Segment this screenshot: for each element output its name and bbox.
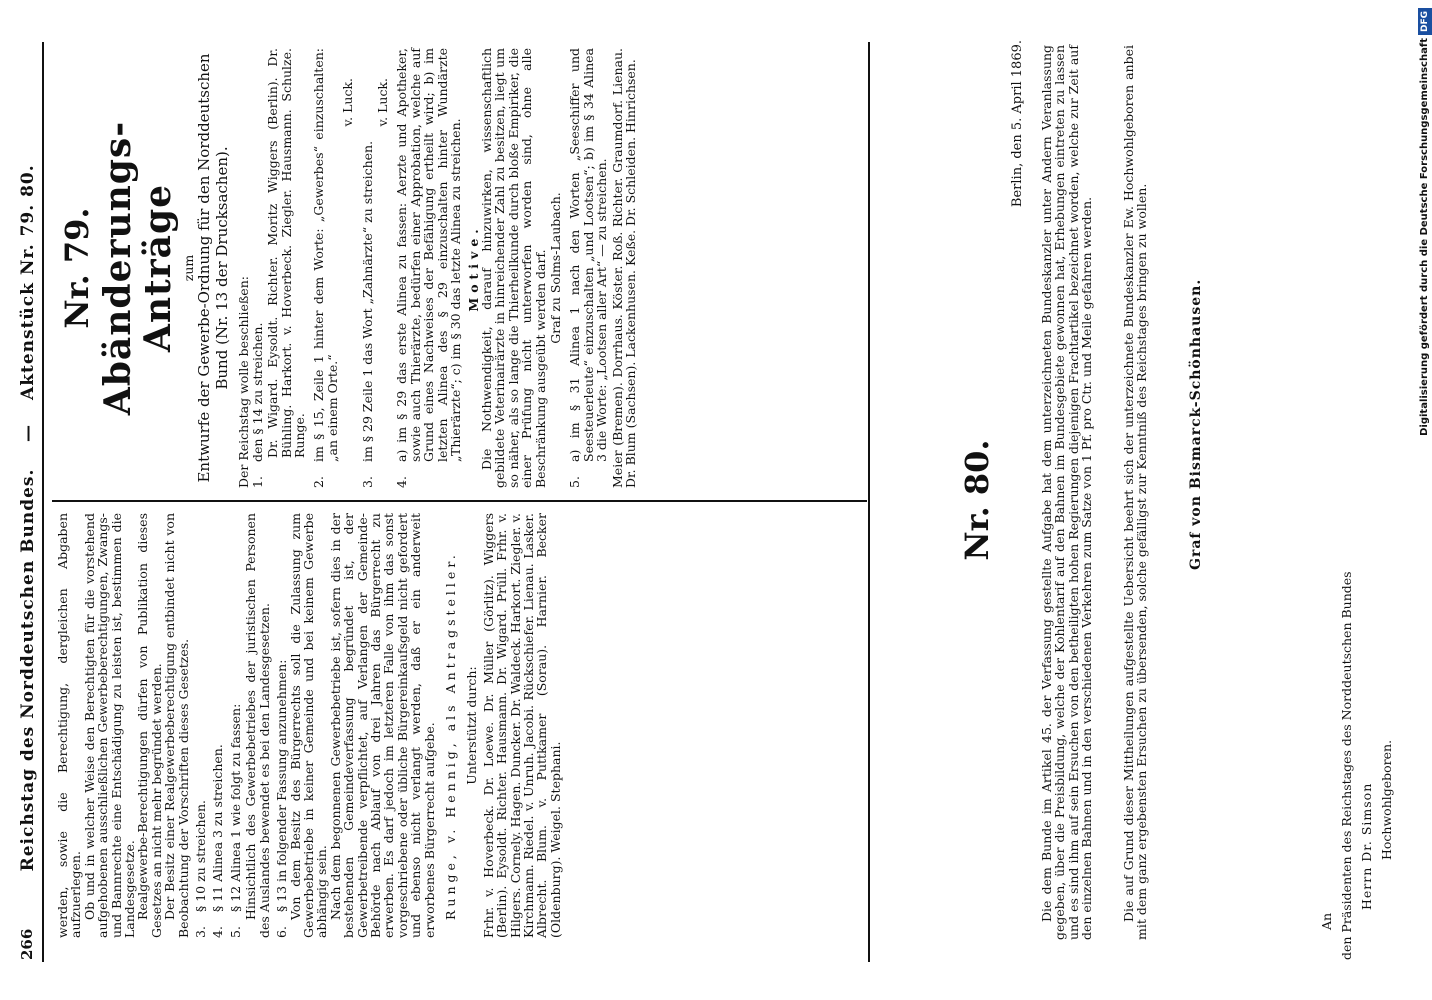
left-para-2: Ob und in welcher Weise den Berechtigten für die vorstehend aufgehobenen ausschließlichen Gewerbeberechtigungen, Zwangs- und Bannrechte eine Entschädigung zu leisten ist, bestimmen die Landesgesetze.	[81, 513, 138, 938]
motive-text: Die Nothwendigkeit, darauf hinzuwirken, wissenschaftlich gebildete Veterinairärzte in hinreichender Zahl zu besitzen, liegt um so näher, als so lange die Thierheilkunde durch bloße Empiriker, die einer Prüfung nicht unterworfen worden sind, ohne alle Beschränkung ausgeübt werden darf.	[478, 48, 548, 488]
dfg-logo: DFG	[1418, 8, 1432, 35]
addr-line-2: Herrn Dr. Simson	[1359, 782, 1374, 910]
section-rule	[868, 42, 870, 962]
nr80-para-1: Die dem Bunde im Artikel 45. der Verfassung gestellte Aufgabe hat dem unterzeichneten Bundeskanzler unter Andern Veranlassung gegeben, über die Preisbildung, welche der Kohlentarif auf den Bahnen im Bundesgebiete gewonnen hat, Erhebungen eintreten zu lassen und es sind ihm auf sein Ersuchen von den betheiligten hohen Regierungen diejenigen Frachtartikel bezeichnet worden, welche zur Zeit auf den einzelnen Bahnen und in den verschiedenen Verkehren zum Satze von 1 Pf. pro Ctr. und Meile gefahren werden.	[1039, 45, 1095, 940]
numbered-item-3: 3. § 10 zu streichen.	[193, 800, 209, 938]
page-number: 266	[18, 928, 36, 960]
column-divider	[52, 500, 867, 502]
numbered-item-5: 5. § 12 Alinea 1 wie folgt zu fassen:	[227, 703, 243, 938]
left-column	[56, 513, 562, 938]
left-para-1: werden, sowie die Berechtigung, dergleichen Abgaben aufzuerlegen.	[55, 513, 84, 938]
nr79-subject: Entwurfe der Gewerbe-Ordnung für den Norddeutschen Bund (Nr. 13 der Drucksachen).	[195, 53, 232, 483]
signatories-1: Dr. Wigard. Eysoldt. Richter. Moritz Wiggers (Berlin). Dr. Bühling. Harkort. v. Hoverbeck. Ziegler. Hausmann. Schulze. Runge.	[265, 48, 308, 458]
nr79-title: Nr. 79.	[58, 207, 96, 329]
nr80-title: Nr. 80.	[958, 439, 996, 561]
amendment-1: 1. den § 14 zu streichen.	[249, 322, 265, 488]
right-column	[56, 48, 637, 488]
header-dash: —	[18, 425, 38, 442]
signatory-2: v. Luck.	[340, 78, 356, 127]
signatories-5: Meier (Bremen). Dorrhaus. Köster. Roß. Richter. Graumdorf. Lienau. Dr. Blum (Sachsen). Lackenhusen. Keße. Dr. Schleiden. Hinrichsen.	[609, 48, 638, 488]
motive-heading: Motive.	[465, 224, 481, 312]
numbered-item-6: 6. § 13 in folgender Fassung anzunehmen:	[274, 659, 290, 938]
right-running-head: Aktenstück Nr. 79. 80.	[18, 164, 38, 400]
resolve-line: Der Reichstag wolle beschließen:	[236, 276, 252, 488]
amendment-4: 4. a) im § 29 das erste Alinea zu fassen: Aerzte und Apotheker, sowie auch Thierärzte, bedürfen einer Approbation, welche auf Grund eines Nachweises der Befähigung ertheilt wird; b) im letzten Alinea des § 29 einzuschalten hinter Wundärzte „Thierärzte“; c) im § 30 das letzte Alinea zu streichen.	[394, 48, 464, 488]
signatory-3: v. Luck.	[375, 78, 391, 127]
left-para-13b: Nach dem begonnenen Gewerbebetriebe ist, sofern dies in der bestehenden Gemeindeverfassung begründet ist, der Gewerbetreibende verpflichtet, auf Verlangen der Gemeinde-Behörde nach Ablauf von drei Jahren das Bürgerrecht zu erwerben. Es darf jedoch im letzteren Falle von ihm das sonst vorgeschriebene oder übliche Bürgereinkaufsgeld nicht gefordert und ebenso nicht verlangt werden, daß er ein anderweit erworbenes Bürgerrecht aufgebe.	[327, 513, 437, 938]
dfg-margin-note	[1418, 0, 1432, 1000]
amendment-5: 5. a) im § 31 Alinea 1 nach den Worten „Seeschiffer und Seesteuerleute“ einzuschalten „und Lootsen“; b) im § 34 Alinea 3 die Worte: „Lootsen aller Art“ — zu streichen.	[567, 48, 610, 488]
nr79-heading: Abänderungs-Anträge	[97, 120, 179, 416]
left-running-head: Reichstag des Norddeutschen Bundes.	[18, 468, 38, 872]
nr80-para-2: Die auf Grund dieser Mittheilungen aufgestellte Uebersicht beehrt sich der unterzeichnete Bundeskanzler Ew. Hochwohlgeboren anbei mit dem ganz ergebensten Ersuchen zu übersenden, solche gefälligst zur Kenntniß des Reichstages bringen zu wollen.	[1121, 45, 1150, 940]
amendment-2: 2. im § 15, Zeile 1 hinter dem Worte: „Gewerbes“ einzuschalten: „an einem Orte.“	[311, 48, 340, 488]
nr80-dateline: Berlin, den 5. April 1869.	[1010, 40, 1025, 208]
header-rule	[42, 42, 44, 962]
left-para-3: Realgewerbe-Berechtigungen dürfen von Publikation dieses Gesetzes an nicht mehr begründet werden.	[135, 513, 164, 938]
nr80-signature: Graf von Bismarck-Schönhausen.	[1188, 278, 1204, 570]
left-para-12: Hinsichtlich des Gewerbebetriebes der juristischen Personen des Auslandes bewendet es bei den Landesgesetzen.	[243, 513, 272, 938]
addr-an: An	[1319, 912, 1334, 930]
nr79-zum: zum	[181, 254, 196, 282]
addr-line-1: den Präsidenten des Reichstages des Norddeutschen Bundes	[1339, 571, 1354, 960]
supported-by: Unterstützt durch:	[464, 666, 480, 785]
movers: Runge, v. Hennig, als Antragsteller.	[442, 551, 458, 920]
supporters: Frhr. v. Hoverbeck. Dr. Loewe. Dr. Müller (Görlitz). Wiggers (Berlin). Eysoldt. Richter. Hausmann. Dr. Wigard. Prüll. Frhr. v. Hilgers. Cornely. Hagen. Duncker. Dr. Waldeck. Harkort. Ziegler. v. Kirchmann. Riedel. v. Unruh. Jacobi. Rückschiefer. Lienau. Lasker. Albrecht. Blum. v. Puttkamer (Sorau). Harnier. Becker (Oldenburg). Weigel. Stephani.	[480, 513, 563, 938]
signatory-4: Graf zu Solms-Laubach.	[547, 192, 563, 344]
left-para-4: Der Besitz einer Realgewerbeberechtigung entbindet nicht von Beobachtung der Vorschriften dieses Gesetzes.	[162, 513, 191, 938]
amendment-3: 3. im § 29 Zeile 1 das Wort „Zahnärzte“ zu streichen.	[359, 140, 375, 488]
dfg-note-text: Digitalisierung gefördert durch die Deutsche Forschungsgemeinschaft	[1419, 38, 1430, 436]
left-para-13a: Von dem Besitz des Bürgerrechts soll die Zulassung zum Gewerbebetriebe in keiner Gemeinde und bei keinem Gewerbe abhängig sein.	[287, 513, 330, 938]
addr-line-3: Hochwohlgeboren.	[1379, 739, 1394, 860]
numbered-item-4: 4. § 11 Alinea 3 zu streichen.	[210, 744, 226, 938]
